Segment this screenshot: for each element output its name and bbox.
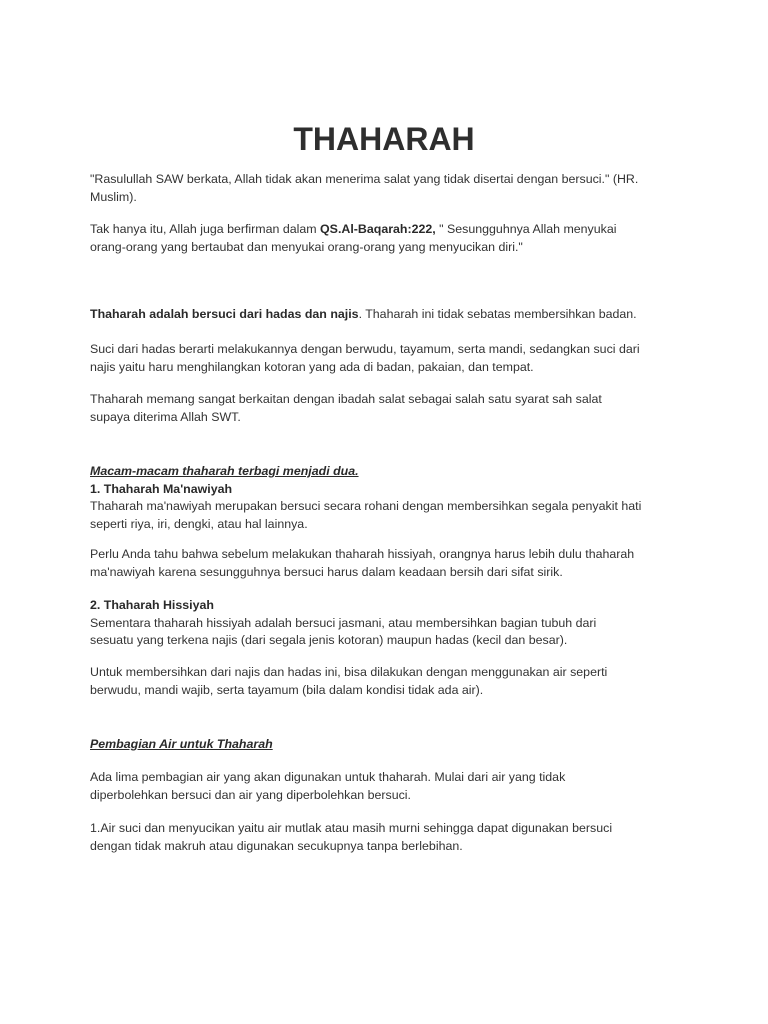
quran-tail: " Sesungguhnya Allah menyukai — [435, 222, 617, 236]
type-1-title: 1. Thaharah Ma'nawiyah — [90, 481, 233, 496]
type-1-p2-line-2: ma'nawiyah karena sesungguhnya bersuci harus dalam keadaan bersih dari sifat sirik. — [90, 564, 563, 579]
definition-rest: . Thaharah ini tidak sebatas membersihkan badan. — [358, 307, 637, 321]
type-1-paragraph-2 — [90, 546, 690, 581]
importance-line-2: supaya diterima Allah SWT. — [90, 409, 241, 424]
type-2-section — [90, 597, 690, 650]
type-1-line-2: seperti riya, iri, dengki, atau hal lainnya. — [90, 516, 308, 531]
hadith-paragraph — [90, 171, 690, 206]
definition-paragraph — [90, 306, 690, 324]
suci-paragraph — [90, 341, 690, 376]
type-1-line-1: Thaharah ma'nawiyah merupakan bersuci secara rohani dengan membersihkan segala penyakit hati — [90, 499, 642, 513]
water-intro-line-1: Ada lima pembagian air yang akan digunakan untuk thaharah. Mulai dari air yang tidak — [90, 770, 566, 784]
importance-line-1: Thaharah memang sangat berkaitan dengan ibadah salat sebagai salah satu syarat sah salat — [90, 392, 602, 406]
type-2-p2-line-1: Untuk membersihkan dari najis dan hadas ini, bisa dilakukan dengan menggunakan air seperti — [90, 665, 608, 679]
type-2-paragraph-2 — [90, 664, 690, 699]
quran-lead: Tak hanya itu, Allah juga berfirman dalam — [90, 222, 321, 236]
water-item-1-line-1: 1.Air suci dan menyucikan yaitu air mutlak atau masih murni sehingga dapat digunakan bersuci — [90, 821, 613, 835]
hadith-line-1: "Rasulullah SAW berkata, Allah tidak akan menerima salat yang tidak disertai dengan bersuci." (HR. — [90, 172, 639, 186]
type-2-p2-line-2: berwudu, mandi wajib, serta tayamum (bila dalam kondisi tidak ada air). — [90, 682, 484, 697]
definition-bold: Thaharah adalah bersuci dari hadas dan najis — [90, 307, 359, 321]
quran-reference: QS.Al-Baqarah:222, — [320, 222, 436, 236]
water-item-1-line-2: dengan tidak makruh atau digunakan secukupnya tanpa berlebihan. — [90, 838, 463, 853]
suci-line-2: najis yaitu haru menghilangkan kotoran yang ada di badan, pakaian, dan tempat. — [90, 359, 534, 374]
water-heading-paragraph — [90, 736, 690, 754]
water-intro-line-2: diperbolehkan bersuci dan air yang diperbolehkan bersuci. — [90, 787, 411, 802]
type-2-title: 2. Thaharah Hissiyah — [90, 598, 214, 612]
water-heading: Pembagian Air untuk Thaharah — [90, 737, 273, 751]
hadith-line-2: Muslim). — [90, 189, 137, 204]
types-heading: Macam-macam thaharah terbagi menjadi dua. — [90, 464, 359, 478]
importance-paragraph — [90, 391, 690, 426]
type-1-p2-line-1: Perlu Anda tahu bahwa sebelum melakukan thaharah hissiyah, orangnya harus lebih dulu thaharah — [90, 547, 635, 561]
types-section — [90, 463, 690, 533]
water-intro-paragraph — [90, 769, 690, 804]
document-title: THAHARAH — [293, 121, 475, 157]
quran-line-2: orang-orang yang bertaubat dan menyukai orang-orang yang menyucikan diri." — [90, 239, 523, 254]
type-2-line-2: sesuatu yang terkena najis (dari segala jenis kotoran) maupun hadas (kecil dan besar). — [90, 633, 568, 647]
quran-line-1 — [90, 221, 690, 239]
suci-line-1: Suci dari hadas berarti melakukannya dengan berwudu, tayamum, serta mandi, sedangkan suci dari — [90, 342, 640, 356]
water-item-1-paragraph — [90, 820, 690, 855]
type-2-line-1: Sementara thaharah hissiyah adalah bersuci jasmani, atau membersihkan bagian tubuh dari — [90, 615, 597, 630]
quran-paragraph — [90, 221, 690, 256]
